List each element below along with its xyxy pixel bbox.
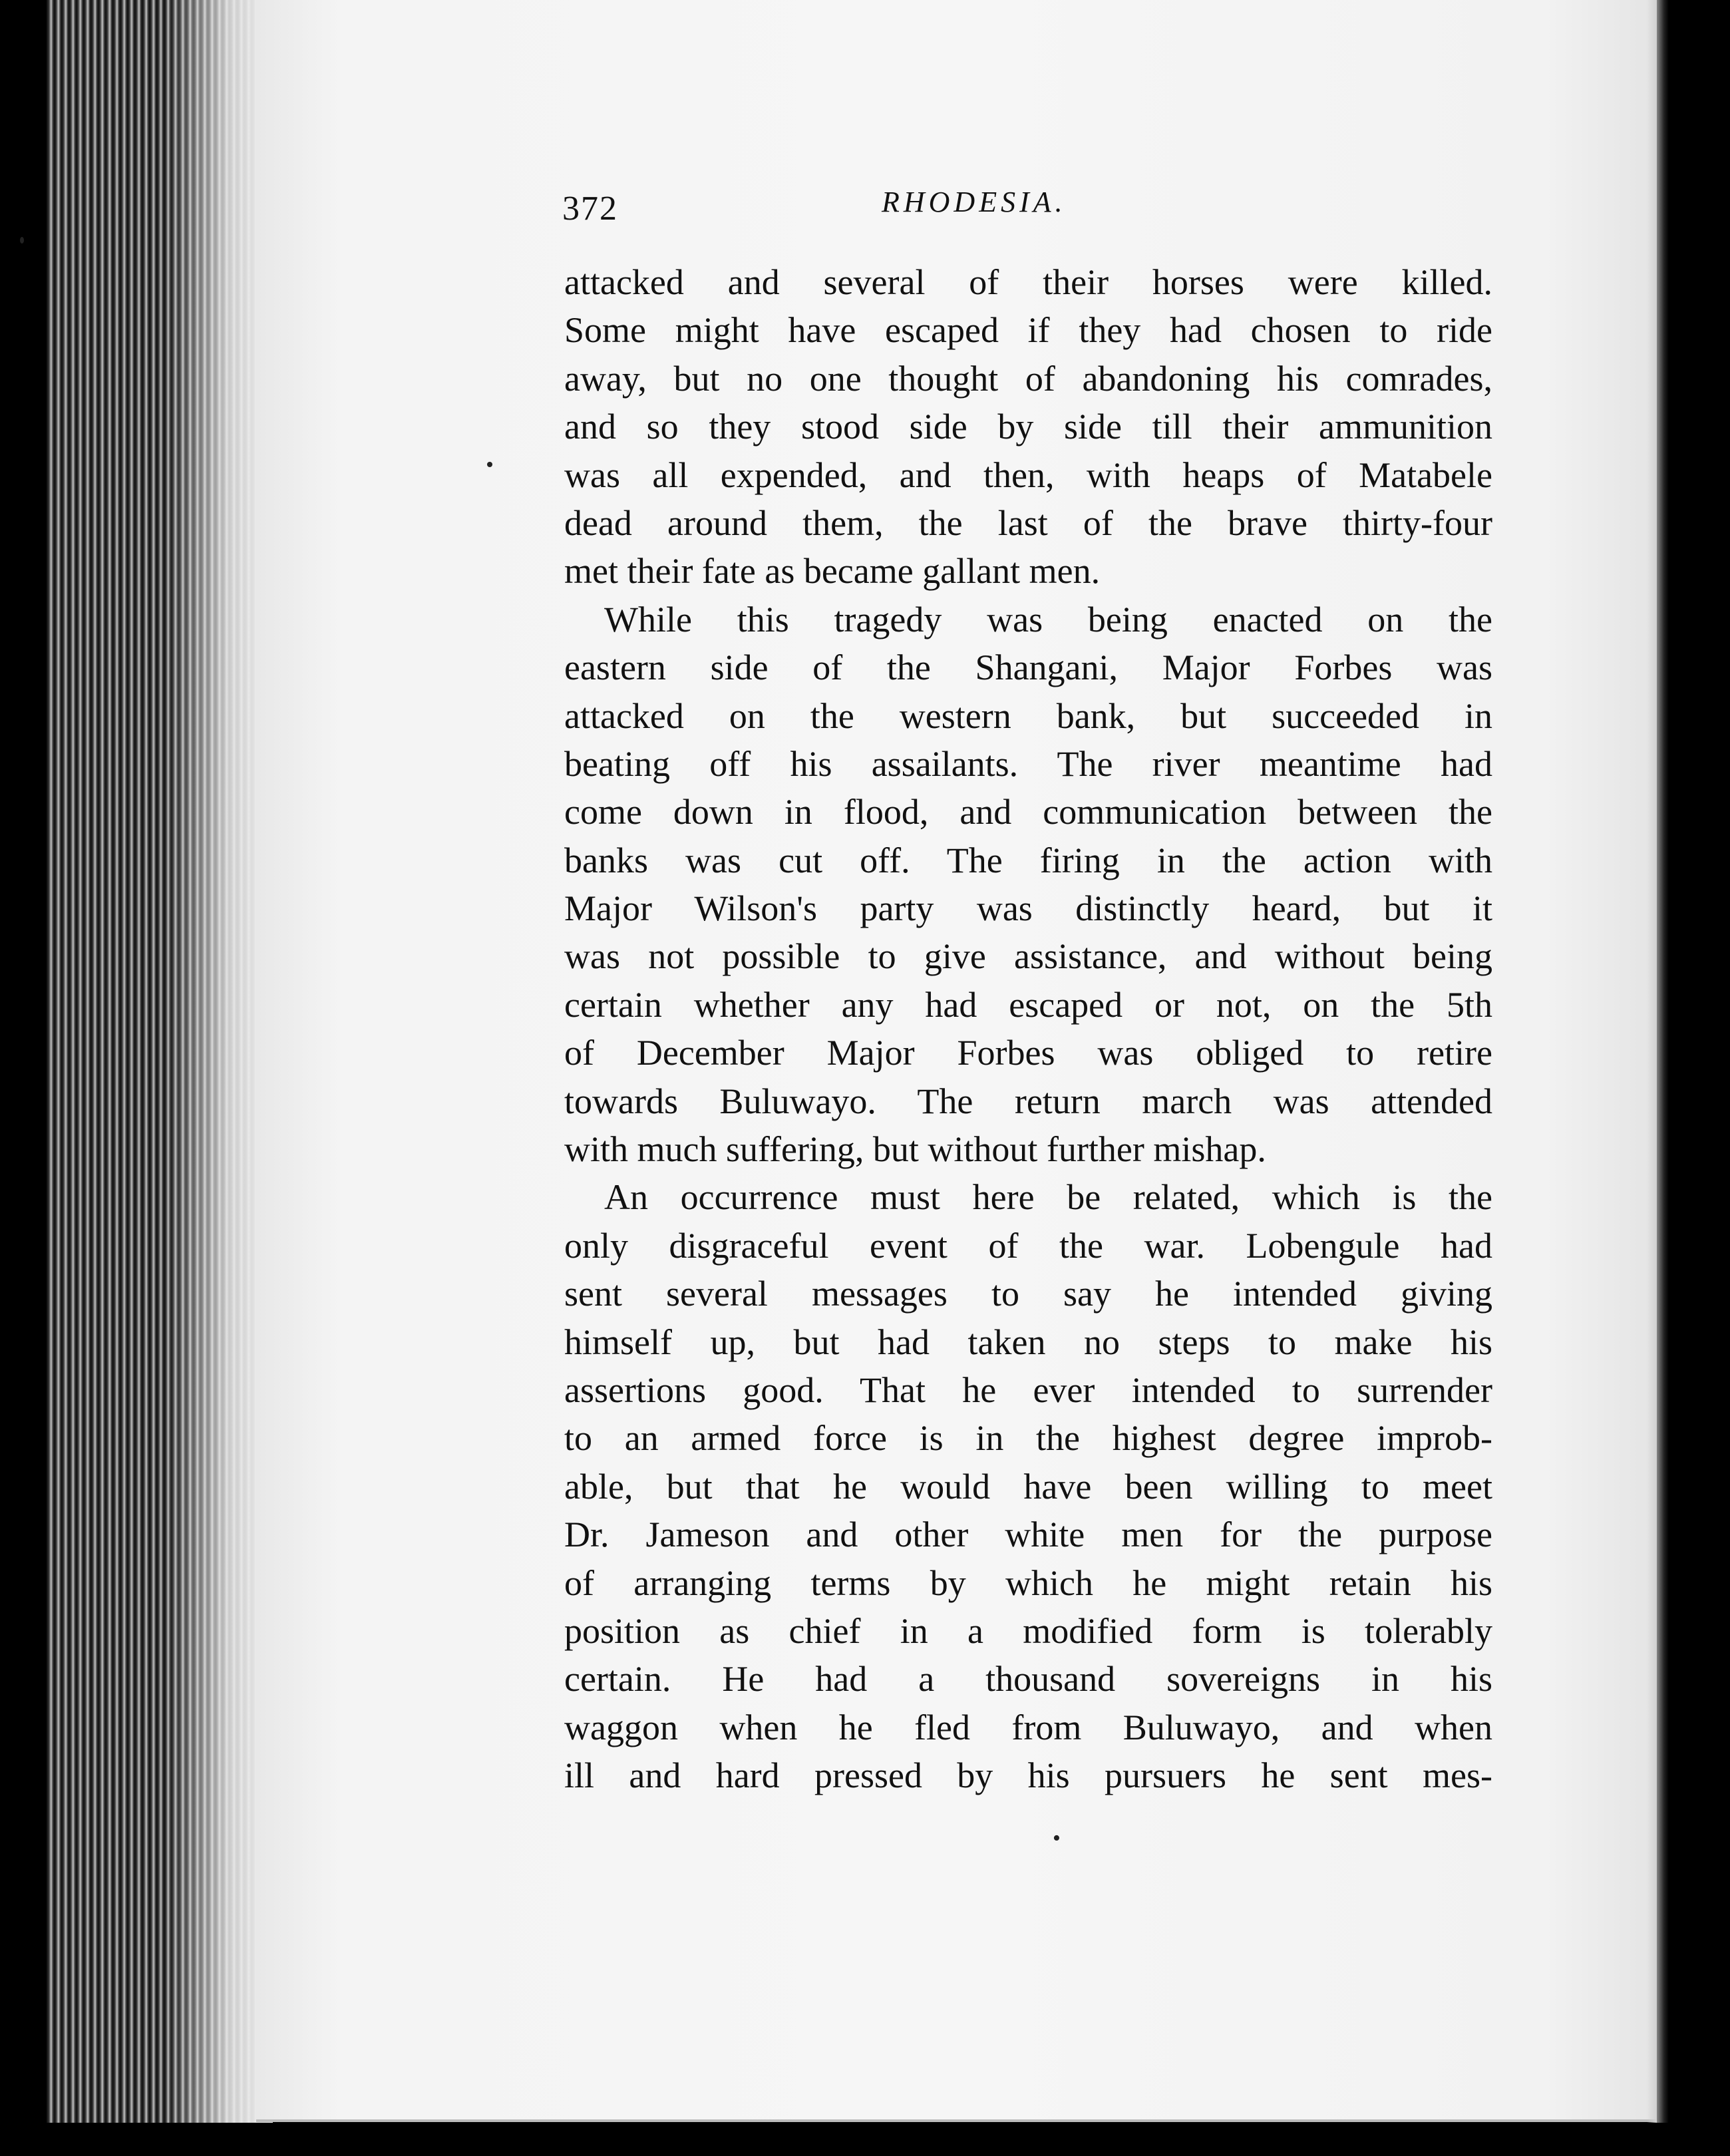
- page-right-border: [1657, 0, 1669, 2129]
- text-line: dead around them, the last of the brave thirty-four: [564, 502, 1492, 543]
- text-line: attacked on the western bank, but succeeded in: [564, 695, 1492, 736]
- text-line: beating off his assailants. The river meantime had: [564, 743, 1492, 784]
- ink-speck: [487, 462, 492, 467]
- body-text: [564, 258, 1492, 1800]
- text-line: attacked and several of their horses were killed.: [564, 262, 1492, 302]
- text-line: only disgraceful event of the war. Lobengule had: [564, 1225, 1492, 1266]
- text-line: away, but no one thought of abandoning his comrades,: [564, 358, 1492, 399]
- text-line: Major Wilson's party was distinctly heard, but it: [564, 888, 1492, 929]
- running-title: RHODESIA.: [882, 186, 1067, 218]
- text-line: with much suffering, but without further mishap.: [564, 1129, 1266, 1170]
- scan-bottom-border: [0, 2123, 1730, 2156]
- page-number: 372: [562, 190, 618, 228]
- text-line: assertions good. That he ever intended to surrender: [564, 1369, 1492, 1410]
- text-line: come down in flood, and communication between the: [564, 792, 1492, 832]
- text-line: to an armed force is in the highest degree improb-: [564, 1418, 1492, 1459]
- page-right-shading: [1647, 0, 1657, 2123]
- text-line: himself up, but had taken no steps to make his: [564, 1322, 1492, 1362]
- text-line: of December Major Forbes was obliged to retire: [564, 1033, 1492, 1073]
- text-line: Some might have escaped if they had chosen to ride: [564, 310, 1492, 351]
- running-head: [562, 185, 1494, 232]
- ink-speck: [20, 237, 24, 244]
- text-line: and so they stood side by side till their ammunition: [564, 407, 1492, 447]
- text-line: was all expended, and then, with heaps of Matabele: [564, 454, 1492, 495]
- text-line: While this tragedy was being enacted on the: [604, 599, 1492, 639]
- text-line: certain. He had a thousand sovereigns in his: [564, 1659, 1492, 1700]
- text-line: met their fate as became gallant men.: [564, 551, 1101, 592]
- text-line: Dr. Jameson and other white men for the purpose: [564, 1515, 1492, 1555]
- text-line: of arranging terms by which he might retain his: [564, 1562, 1492, 1603]
- text-line: was not possible to give assistance, and without being: [564, 936, 1492, 977]
- text-line: able, but that he would have been willing to meet: [564, 1466, 1492, 1507]
- text-line: waggon when he fled from Buluwayo, and when: [564, 1707, 1492, 1747]
- text-line: ill and hard pressed by his pursuers he sent mes-: [564, 1755, 1492, 1796]
- text-line: eastern side of the Shangani, Major Forbes was: [564, 647, 1492, 688]
- text-line: banks was cut off. The firing in the action with: [564, 840, 1492, 880]
- text-line: certain whether any had escaped or not, on the 5th: [564, 984, 1492, 1025]
- text-line: sent several messages to say he intended giving: [564, 1274, 1492, 1314]
- text-line: An occurrence must here be related, which is the: [604, 1177, 1492, 1218]
- text-line: position as chief in a modified form is tolerably: [564, 1610, 1492, 1651]
- text-line: towards Buluwayo. The return march was attended: [564, 1081, 1492, 1121]
- footer-mark: •: [1053, 1826, 1061, 1851]
